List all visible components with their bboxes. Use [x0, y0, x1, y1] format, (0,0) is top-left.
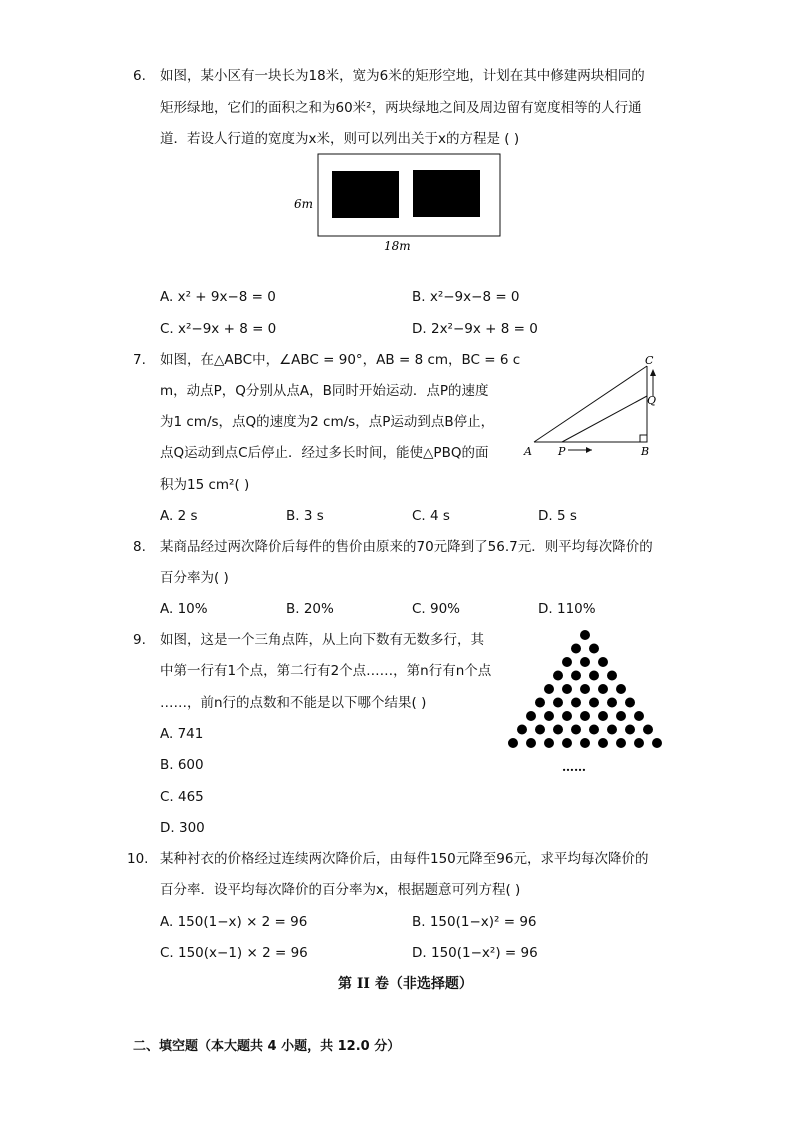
dot [589, 698, 599, 708]
q6-option-b: B. x²−9x−8 = 0 [412, 289, 520, 305]
dot [589, 671, 599, 681]
dot [562, 684, 572, 694]
dot [571, 644, 581, 654]
q7-option-c: C. 4 s [412, 508, 450, 524]
q9-text-line-2: 中第一行有1个点，第二行有2个点……，第n行有n个点 [160, 663, 492, 679]
q9-text-line-1: 如图，这是一个三角点阵，从上向下数有无数多行，其 [160, 632, 484, 648]
q7-text-line-1: 如图，在△ABC中，∠ABC = 90°，AB = 8 cm，BC = 6 c [160, 352, 521, 368]
q7-label-c: C [645, 354, 654, 367]
dot [571, 671, 581, 681]
q6-text-line-3: 道．若设人行道的宽度为x米，则可以列出关于x的方程是 ( ) [160, 131, 520, 147]
q10-number: 10. [127, 851, 149, 867]
q6-option-a: A. x² + 9x−8 = 0 [160, 289, 276, 305]
q9-option-d: D. 300 [160, 820, 205, 836]
section-two-heading: 二、填空题（本大题共 4 小题，共 12.0 分） [133, 1039, 401, 1054]
dot [553, 725, 563, 735]
dot [526, 738, 536, 748]
q7-number: 7. [133, 352, 146, 368]
q10-option-b: B. 150(1−x)² = 96 [412, 914, 537, 930]
dot [517, 725, 527, 735]
dot [589, 725, 599, 735]
q7-text-line-3: 为1 cm/s，点Q的速度为2 cm/s，点P运动到点B停止， [160, 414, 495, 430]
dot [634, 738, 644, 748]
q10-option-a: A. 150(1−x) × 2 = 96 [160, 914, 308, 930]
q8-text-line-2: 百分率为( ) [160, 570, 229, 586]
dot [616, 738, 626, 748]
dot [652, 738, 662, 748]
q9-ellipsis: …… [562, 760, 586, 774]
dot [526, 711, 536, 721]
dot [616, 684, 626, 694]
dot [580, 684, 590, 694]
q6-width-label: 18m [384, 239, 411, 253]
q6-text-line-2: 矩形绿地，它们的面积之和为60米²，两块绿地之间及周边留有宽度相等的人行通 [160, 100, 642, 116]
q8-option-b: B. 20% [286, 601, 334, 617]
dot [562, 738, 572, 748]
dot [643, 725, 653, 735]
dot [580, 630, 590, 640]
dot [607, 671, 617, 681]
q7-text-line-5: 积为15 cm²( ) [160, 477, 250, 493]
dot [571, 698, 581, 708]
q9-option-b: B. 600 [160, 757, 204, 773]
q8-text-line-1: 某商品经过两次降价后每件的售价由原来的70元降到了56.7元．则平均每次降价的 [160, 539, 653, 555]
q7-label-a: A [524, 445, 532, 458]
q7-text-line-2: m，动点P，Q分别从点A，B同时开始运动．点P的速度 [160, 383, 489, 399]
q9-dot-triangle-figure [500, 625, 670, 775]
q8-option-d: D. 110% [538, 601, 596, 617]
q6-text-line-1: 如图，某小区有一块长为18米，宽为6米的矩形空地，计划在其中修建两块相同的 [160, 68, 645, 84]
q9-option-c: C. 465 [160, 789, 204, 805]
dot [544, 738, 554, 748]
q7-option-b: B. 3 s [286, 508, 324, 524]
dot [580, 711, 590, 721]
q9-text-line-3: ……，前n行的点数和不能是以下哪个结果( ) [160, 695, 427, 711]
q6-rectangle-figure [290, 152, 510, 262]
dot [634, 711, 644, 721]
dot [580, 657, 590, 667]
q6-height-label: 6m [294, 197, 314, 211]
dot [562, 657, 572, 667]
q6-option-c: C. x²−9x + 8 = 0 [160, 321, 277, 337]
dot [553, 698, 563, 708]
q6-green-area-left [332, 171, 399, 218]
q10-option-c: C. 150(x−1) × 2 = 96 [160, 945, 308, 961]
q8-option-c: C. 90% [412, 601, 461, 617]
q7-triangle-figure [520, 348, 670, 460]
dot [571, 725, 581, 735]
dot [616, 711, 626, 721]
q10-option-d: D. 150(1−x²) = 96 [412, 945, 538, 961]
dot [625, 698, 635, 708]
dot [598, 657, 608, 667]
dot [589, 644, 599, 654]
dot [607, 698, 617, 708]
dot [580, 738, 590, 748]
dot [508, 738, 518, 748]
q7-label-b: B [641, 445, 650, 458]
dot [607, 725, 617, 735]
dot [535, 698, 545, 708]
dot [625, 725, 635, 735]
q10-text-line-1: 某种衬衣的价格经过连续两次降价后，由每件150元降至96元，求平均每次降价的 [160, 851, 649, 867]
q7-text-line-4: 点Q运动到点C后停止．经过多长时间，能使△PBQ的面 [160, 445, 489, 461]
q7-option-d: D. 5 s [538, 508, 577, 524]
q6-green-area-right [413, 170, 480, 217]
dot [553, 671, 563, 681]
q7-option-a: A. 2 s [160, 508, 198, 524]
part-two-title: 第 II 卷（非选择题） [338, 976, 473, 992]
q6-option-d: D. 2x²−9x + 8 = 0 [412, 321, 538, 337]
q7-label-q: Q [647, 394, 657, 407]
dot [598, 738, 608, 748]
dot [535, 725, 545, 735]
dot [544, 684, 554, 694]
dot [544, 711, 554, 721]
q6-number: 6. [133, 68, 146, 84]
q7-right-angle-mark [640, 435, 647, 442]
dot [562, 711, 572, 721]
dot [598, 684, 608, 694]
q10-text-line-2: 百分率．设平均每次降价的百分率为x，根据题意可列方程( ) [160, 882, 521, 898]
q9-number: 9. [133, 632, 146, 648]
q9-option-a: A. 741 [160, 726, 204, 742]
q8-option-a: A. 10% [160, 601, 208, 617]
q8-number: 8. [133, 539, 146, 555]
dot [598, 711, 608, 721]
q7-label-p: P [558, 445, 566, 458]
